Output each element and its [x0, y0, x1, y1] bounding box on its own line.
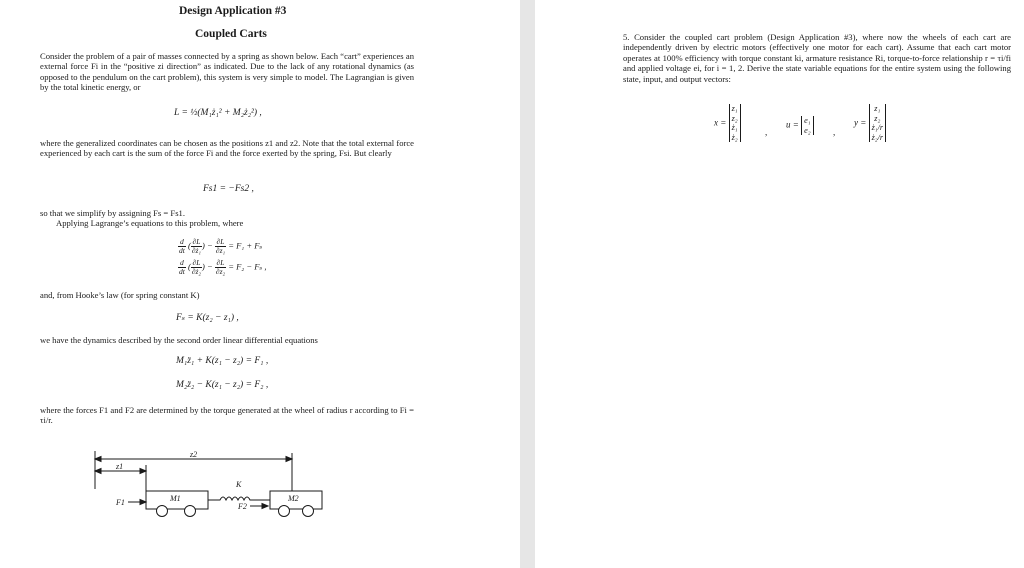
state-entry-2: z₂ [731, 113, 738, 123]
output-vector-label: y = [854, 117, 867, 128]
coordinates-paragraph: where the generalized coordinates can be chosen as the positions z1 and z2. Note that the total external force experienced by each cart is the sum of the force Fi and the force exerted by the spring, Fsi. But clearly [40, 138, 414, 159]
dynamics-paragraph: we have the dynamics described by the second order linear differential equations [40, 335, 318, 345]
label-m1: M1 [170, 494, 181, 503]
problem-5-paragraph: 5. Consider the coupled cart problem (Design Application #3), where now the wheels of each cart are independently driven by electric motors (effectively one motor for each cart). Assume that each cart motor operates at 100% efficiency with torque constant ki, armature resistance Ri, torque-to-force relationship r = τi/fi and applied voltage ei, for i = 1, 2. Derive the state variable equations for the entire system using the following state, input, and output vectors: [623, 32, 1011, 84]
z1-arrowhead-left [95, 469, 101, 474]
input-vector [786, 116, 814, 135]
applying-paragraph: Applying Lagrange’s equations to this problem, where [56, 218, 244, 228]
state-vector [714, 104, 741, 142]
spring [208, 497, 270, 500]
input-vector-matrix [801, 116, 813, 135]
z1-arrowhead-right [140, 469, 146, 474]
coupled-carts-diagram [80, 445, 340, 525]
state-vector-matrix [729, 104, 741, 142]
input-entry-1: e₁ [804, 116, 811, 125]
input-entry-2: e₂ [804, 125, 811, 135]
label-z1: z1 [116, 462, 124, 471]
z2-arrowhead-left [95, 457, 101, 462]
lagrange-equation-1: $\frac{d}{dt}$ ( $\frac{\partial L}{\text{∂ż₁}}$ ) − $\frac{\partial L}{\text{∂z₁}}$ = F₁ + Fₛ [179, 237, 263, 255]
label-f1: F1 [116, 498, 125, 507]
lagrange-equation-2: $\frac{d}{dt}$ ( $\frac{\partial L}{\text{∂ż₂}}$ ) − $\frac{\partial L}{\text{∂z₂}}$ = F₂ − Fₛ , [179, 258, 267, 276]
hooke-paragraph: and, from Hooke’s law (for spring constant K) [40, 290, 200, 300]
dynamics-equation-2: M₂z̈₂ − K(z₁ − z₂) = F₂ , [176, 380, 269, 390]
forces-paragraph: where the forces F1 and F2 are determined by the torque generated at the wheel of radius r according to Fi = τi/r. [40, 405, 414, 426]
lagrange-2-rhs: = F₂ − Fₛ , [228, 261, 267, 272]
label-k: K [236, 480, 242, 489]
output-entry-3: ż₁/r [871, 123, 884, 133]
state-vector-label: x = [714, 117, 727, 128]
page-gutter [520, 0, 535, 568]
document-title: Design Application #3 [179, 5, 287, 17]
spring-force-equation: Fs1 = −Fs2 , [203, 184, 254, 194]
cart-1-wheel-right [185, 506, 196, 517]
label-z2: z2 [190, 450, 198, 459]
section-title: Coupled Carts [195, 28, 267, 40]
cart-1-wheel-left [157, 506, 168, 517]
output-entry-2: z₂ [874, 113, 881, 123]
label-f2: F2 [238, 502, 247, 511]
output-vector-matrix [869, 104, 887, 142]
simplify-paragraph: so that we simplify by assigning Fs = Fs1. [40, 208, 185, 218]
dynamics-equation-1: M₁z̈₁ + K(z₁ − z₂) = F₁ , [176, 356, 269, 366]
cart-2-wheel-right [303, 506, 314, 517]
right-document-page [535, 0, 1024, 568]
intro-paragraph: Consider the problem of a pair of masses connected by a spring as shown below. Each “cart” experiences an external force Fi in the “positive zi direction” as indicated. Due to the lack of any rotational dynamics (as opposed to the pendulum on the cart problem), this system is very simple to model. The Lagrangian is given by the total kinetic energy, or [40, 51, 414, 93]
state-entry-1: z₁ [731, 104, 738, 113]
lagrange-1-rhs: = F₁ + Fₛ [228, 240, 263, 251]
separator-1: , [765, 127, 768, 137]
lagrangian-equation: L = ½(M₁ż₁² + M₂ż₂²) , [174, 108, 262, 118]
force-f2-arrowhead [262, 504, 268, 509]
label-m2: M2 [288, 494, 299, 503]
force-f1-arrowhead [140, 500, 146, 505]
output-entry-4: ż₂/r [871, 132, 884, 142]
separator-2: , [833, 127, 836, 137]
output-entry-1: z₁ [874, 104, 881, 113]
z2-arrowhead-right [286, 457, 292, 462]
output-vector [854, 104, 886, 142]
cart-2-wheel-left [279, 506, 290, 517]
state-entry-4: ż₂ [731, 132, 738, 142]
state-entry-3: ż₁ [731, 123, 738, 133]
input-vector-label: u = [786, 119, 799, 130]
hooke-equation: Fₛ = K(z₂ − z₁) , [176, 313, 239, 323]
